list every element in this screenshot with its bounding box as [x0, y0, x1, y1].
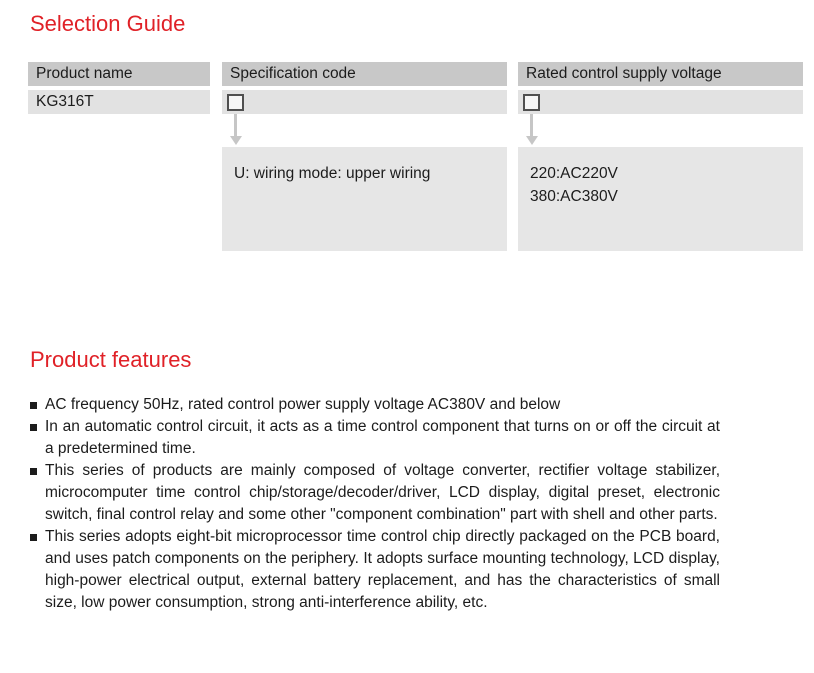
rated-voltage-header: Rated control supply voltage	[518, 62, 803, 86]
specification-code-cell	[222, 90, 507, 114]
spec-code-description-box	[222, 147, 507, 251]
bullet-square-icon	[30, 424, 37, 431]
product-features-title: Product features	[30, 347, 192, 372]
feature-item	[30, 460, 720, 526]
bullet-square-icon	[30, 534, 37, 541]
voltage-option-380: 380:AC380V	[530, 188, 618, 205]
product-name-header: Product name	[28, 62, 210, 86]
rated-voltage-cell	[518, 90, 803, 114]
product-features-list	[30, 394, 720, 614]
spec-code-placeholder-box-icon	[227, 94, 244, 111]
feature-text: This series adopts eight-bit microprocessor time control chip directly packaged on the PCB board, and uses patch components on the periphery. It adopts surface mounting technology, LCD display, high-power electrical output, external battery replacement, and has the characteristics of small size, low power consumption, strong anti-interference ability, etc.	[45, 528, 720, 611]
spec-down-arrowhead-icon	[230, 136, 242, 145]
feature-item	[30, 526, 720, 614]
product-name-value: KG316T	[28, 90, 210, 114]
specification-code-header: Specification code	[222, 62, 507, 86]
bullet-square-icon	[30, 468, 37, 475]
voltage-description-box	[518, 147, 803, 251]
selection-guide-title: Selection Guide	[30, 11, 186, 36]
feature-text: AC frequency 50Hz, rated control power supply voltage AC380V and below	[45, 396, 561, 413]
spec-down-arrow-icon	[234, 114, 237, 137]
voltage-option-220: 220:AC220V	[530, 165, 618, 182]
feature-item	[30, 416, 720, 460]
bullet-square-icon	[30, 402, 37, 409]
voltage-down-arrow-icon	[530, 114, 533, 137]
feature-text: In an automatic control circuit, it acts as a time control component that turns on or off the circuit at a predetermined time.	[45, 418, 720, 457]
feature-text: This series of products are mainly composed of voltage converter, rectifier voltage stabilizer, microcomputer time control chip/storage/decoder/driver, LCD display, digital preset, electronic switch, final control relay and some other "component combination" part with shell and other parts.	[45, 462, 720, 523]
feature-item	[30, 394, 720, 416]
spec-code-description: U: wiring mode: upper wiring	[234, 165, 431, 182]
voltage-down-arrowhead-icon	[526, 136, 538, 145]
voltage-placeholder-box-icon	[523, 94, 540, 111]
